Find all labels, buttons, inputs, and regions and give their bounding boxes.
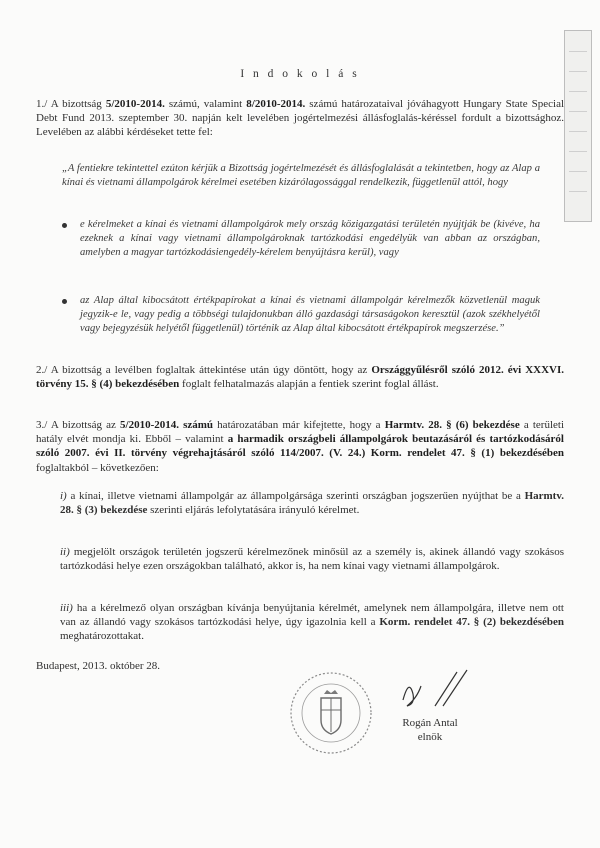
signer-block [380,716,480,744]
official-seal-icon [288,670,374,756]
bullet-dot-icon [62,299,67,304]
bullet-item: e kérelmeket a kínai és vietnami állampolgárok mely ország közigazgatási területén nyújtják be (kivéve, ha ezeknek a kínai vagy vietnami állampolgároknak tartózkodási engedélyük van abban az országban, amelyben a magyar tartózkodásiengedély-kérelem benyújtásra kerül), vagy [62,218,540,260]
document-title: I n d o k o l á s [240,68,360,80]
paragraph-1: 1./ A bizottság 5/2010-2014. számú, valamint 8/2010-2014. számú határozataival jóváhagyott Hungary State Special Debt Fund 2013. szeptember 30. napján kelt levelében jogértelmezési állásfoglalás-kéréssel fordult a bizottsághoz. Levelében az alábbi kérdéseket tette fel: [36,98,565,139]
condition-item: ii) megjelölt országok területén jogszerű kérelmezőnek minősül az a személy is, akinek állandó vagy szokásos tartózkodási helye ezen országokban található, akkor is, ha nem kínai vagy vietnami állampolgárok. [60,546,564,573]
bullet-item: az Alap által kibocsátott értékpapírokat a kínai és vietnami állampolgár kérelmezők közvetlenül maguk jegyzik-e le, vagy pedig a többségi tulajdonukban álló gazdasági társaságokon keresztül (azok székhelyétől vagy bejegyzésük helyétől függetlenül) történik az Alap által kibocsátott értékpapírok megszerzése.” [62,294,540,336]
paragraph-2: 2./ A bizottság a levélben foglaltak áttekintése után úgy döntött, hogy az Országgyűlésről szóló 2012. évi XXXVI. törvény 15. § (4) bekezdésében foglalt felhatalmazás alapján a fentiek szerint foglal állást. [36,364,564,391]
margin-stamp-strip [564,30,592,222]
paragraph-3: 3./ A bizottság az 5/2010-2014. számú határozatában már kifejtette, hogy a Harmtv. 28. § (6) bekezdése a területi hatály elvét mondja ki. Ebből – valamint a harmadik országbeli állampolgárok beutazásáról és tartózkodásáról szóló 2007. évi II. törvény végrehajtásáról szóló 114/2007. (V. 24.) Korm. rendelet 47. § (1) bekezdésében foglaltakból – következően: [36,419,565,474]
condition-item: iii) ha a kérelmező olyan országban kívánja benyújtania kérelmét, amelynek nem állampolgára, illetve nem ott van az állandó vagy szokásos tartózkodási helye, úgy igazolnia kell a Korm. rendelet 47. § (2) bekezdésében meghatározottakat. [60,602,564,643]
bullet-dot-icon [62,223,67,228]
signer-role: elnök [417,731,443,743]
document-date: Budapest, 2013. október 28. [36,660,161,672]
condition-item: i) a kínai, illetve vietnami állampolgár az állampolgársága szerinti országban jogszerűen nyújthat be a Harmtv. 28. § (3) bekezdése szerinti eljárás lefolytatására irányuló kérelmet. [60,490,564,517]
quoted-question: „A fentiekre tekintettel ezúton kérjük a Bizottság jogértelmezését és állásfoglalását a tekintetben, hogy az Alap a kínai és vietnami állampolgárok kérelmei esetében kizárólagossággal rendelkezik, függetlenül attól, hogy [62,163,540,188]
handwritten-signature-icon [395,666,485,716]
signer-name: Rogán Antal [402,717,458,729]
